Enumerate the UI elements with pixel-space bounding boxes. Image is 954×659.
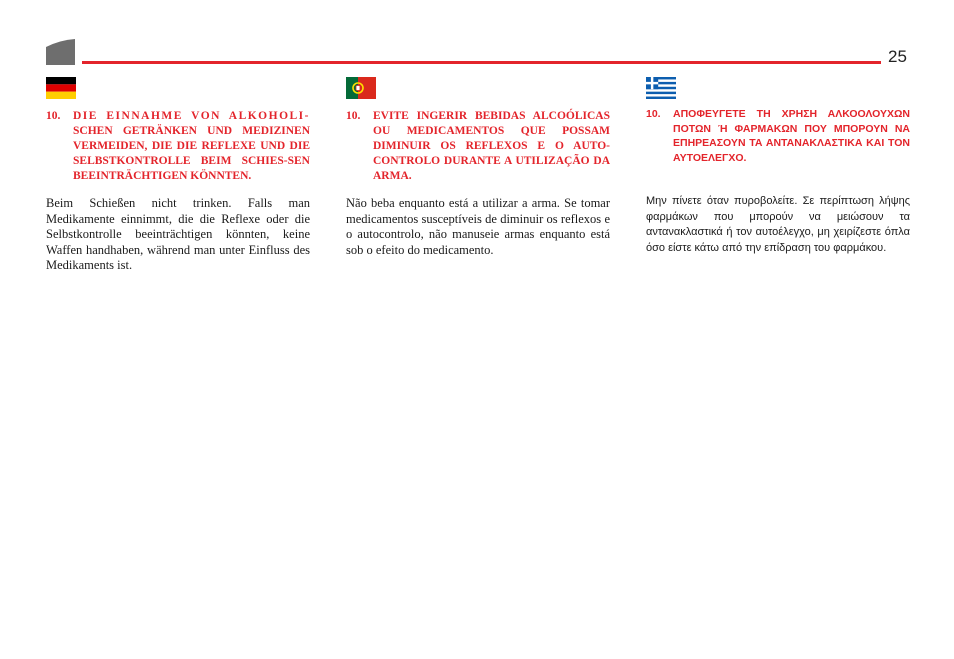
portuguese-flag-icon xyxy=(346,77,376,99)
warning-item xyxy=(346,109,610,184)
warning-text: EVITE INGERIR BEBIDAS ALCOÓLICAS OU MEDICAMENTOS QUE POSSAM DIMINUIR OS REFLEXOS E O AUTO-CONTROLO DURANTE A UTILIZAÇÃO DA ARMA. xyxy=(373,110,610,182)
page-number: 25 xyxy=(888,47,907,66)
warning-item xyxy=(46,109,310,184)
item-number: 10. xyxy=(46,110,61,122)
warning-line-1: DIE EINNAHME VON ALKOHOLI- xyxy=(73,110,310,122)
greek-flag-icon xyxy=(646,77,676,99)
column-greek xyxy=(646,77,910,256)
header-rule xyxy=(82,61,881,64)
warning-item xyxy=(646,107,910,165)
column-german xyxy=(46,77,310,274)
column-portuguese xyxy=(346,77,610,258)
item-number: 10. xyxy=(646,108,661,120)
warning-text: ΑΠΟΦΕΥΓΕΤΕ ΤΗ ΧΡΗΣΗ ΑΛΚΟΟΛΟΥΧΩΝ ΠΟΤΩΝ Ή ΦΑΡΜΑΚΩΝ ΠΟΥ ΜΠΟΡΟΥΝ ΝΑ ΕΠΗΡΕΑΣΟΥΝ ΤΑ ΑΝΤΑΝΑΚΛΑΣΤΙΚΑ ΚΑΙ ΤΟΝ ΑΥΤΟΕΛΕΓΧΟ. xyxy=(673,108,910,164)
warning-text xyxy=(73,109,310,184)
body-paragraph: Não beba enquanto está a utilizar a arma. Se tomar medicamentos susceptíveis de diminuir os reflexos e o autocontrolo, não manuseie armas enquanto está sob o efeito do medicamento. xyxy=(346,196,610,257)
warning-line-rest: SCHEN GETRÄNKEN UND MEDIZINEN VERMEIDEN, DIE DIE REFLEXE UND DIE SELBSTKONTROLLE BEIM SCHIES-SEN BEEINTRÄCHTIGEN KÖNNTEN. xyxy=(73,125,310,182)
item-number: 10. xyxy=(346,110,361,122)
brand-logo-icon xyxy=(46,39,75,65)
body-paragraph: Beim Schießen nicht trinken. Falls man Medikamente einnimmt, die die Reflexe oder die Selbstkontrolle beeinträchtigen könnten, keine Waffen handhaben, während man unter Einfluss des Medikaments ist. xyxy=(46,196,310,272)
german-flag-icon xyxy=(46,77,76,99)
body-paragraph: Μην πίνετε όταν πυροβολείτε. Σε περίπτωση λήψης φαρμάκων που μπορούν να μειώσουν τα αντανακλαστικά ή τον αυτοέλεγχο, μη χειρίζεστε όπλα όσο είστε κάτω από την επίδραση του φαρμάκου. xyxy=(646,195,910,254)
